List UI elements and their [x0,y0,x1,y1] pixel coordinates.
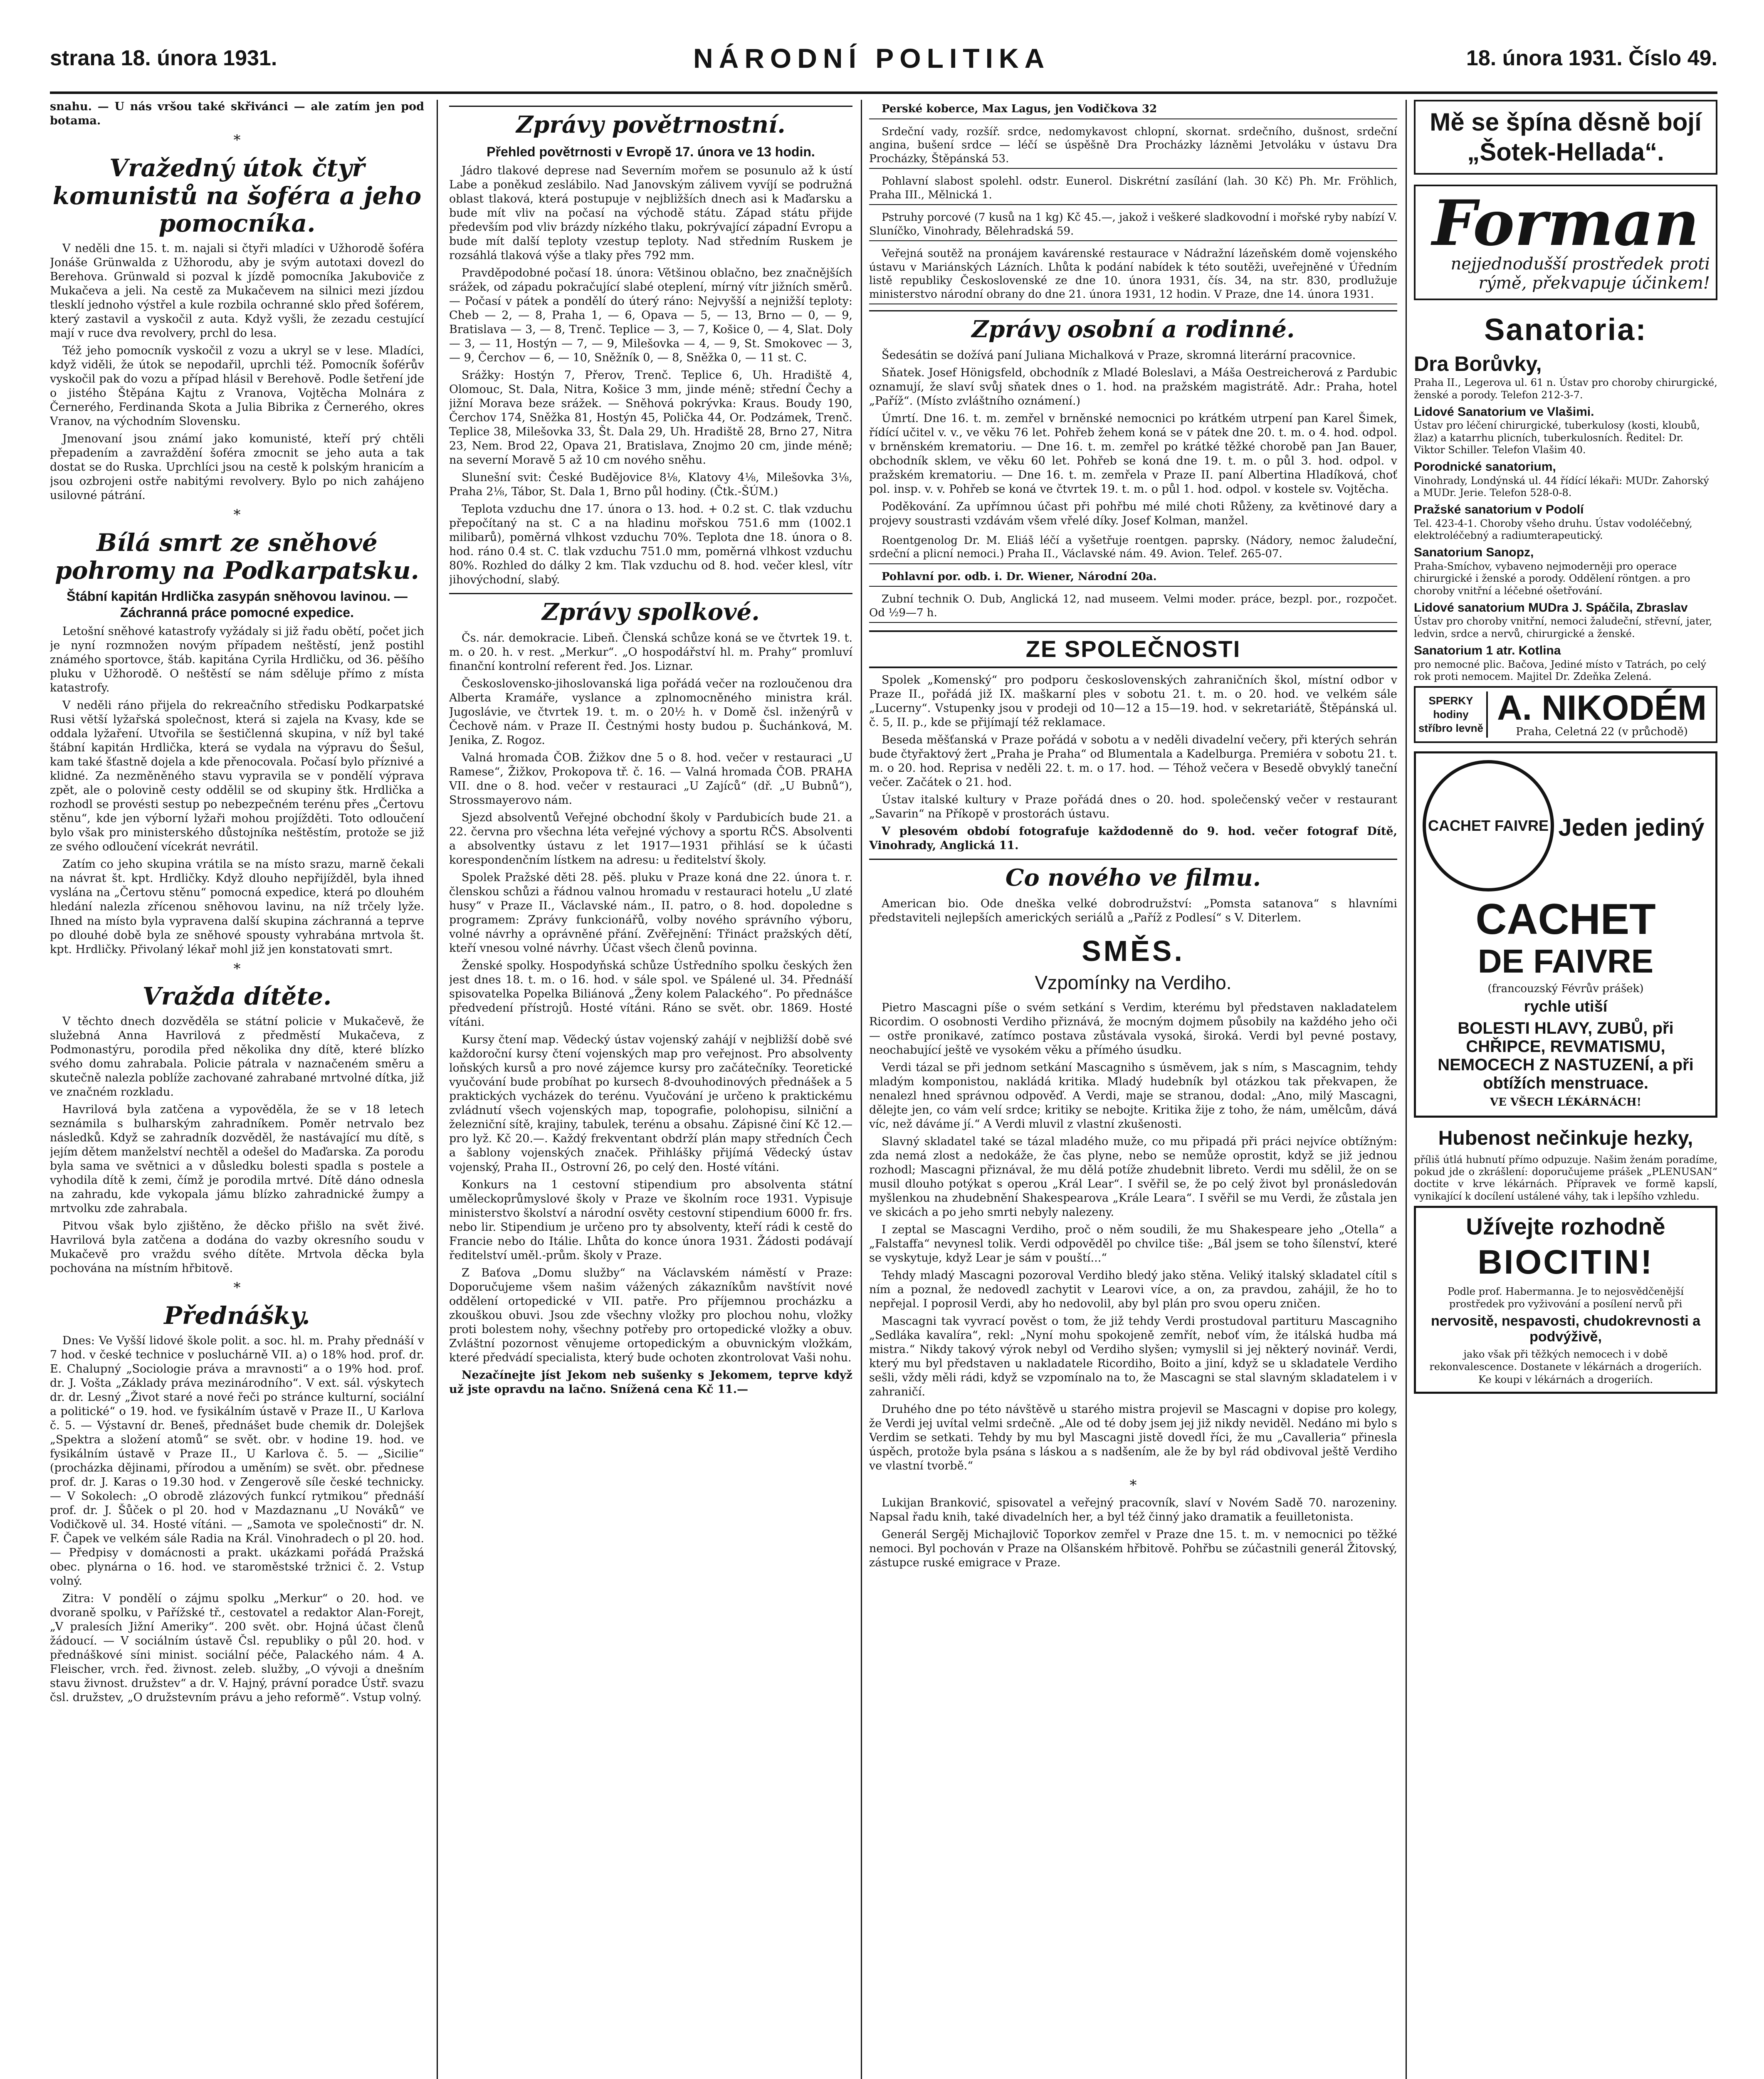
article-paragraph: V neděli ráno přijela do rekreačního středisku Podkarpatské Rusi větší lyžařská společnost, která si zajela na Kvasy, kde se oddala lyžaření. Utvořila se šestičlenná skupina, v níž byl také štábní kapitán Hrdlička, která se vydala na výpravu do Šešul, kam také šťastně dojela a kde přenocovala. Počasí bylo příznivé a klidné. Za nezměněného stavu vypravila se v pondělí výprava zpět, ale o polovině cesty oddělil se od skupiny štk. Hrdlička a rozhodl se provésti sestup po nebezpečném terénu přes „Čertovu stěnu“, kde jen výborní lyžaři mohou projížděti. Toto odloučení bylo však pro ministerského důstojníka neštěstím, protože se již ze svého odloučení vícekrát nevrátil. [50,699,424,854]
society-notice: Ústav italské kultury v Praze pořádá dnes o 20. hod. společenský večer v restaurant „Savarin“ na Příkopě v prostorách ústavu. [869,793,1397,820]
weather-paragraph: Pravděpodobné počasí 18. února: Většinou oblačno, bez značnějších srážek, od západu pokračující slabé oteplení, mírný vítr jižních směrů. — Počasí v pátek a pondělí do úterý ráno: Nejvyšší a nejnižší teploty: Cheb — 2, — 8, Praha 1, — 6, Opava — 5, — 13, Brno — 0, — 9, Bratislava — 3, — 8, Trenč. Teplice — 3, — 7, Košice 0, — 4, Slat. Doly — 3, — 11, Hostýn — 7, — 9, Milešovka — 4, — 9, St. Smokovec — 3, — 9, Čerchov — 6, — 10, Sněžník 0, — 8, Sněžka 0, — 11 st. C. [449,267,852,365]
headline-lectures: Přednášky. [164,1301,310,1330]
classified-ad: Pstruhy porcové (7 kusů na 1 kg) Kč 45.—, jakož i veškeré sladkovodní i mořské ryby nabízí V. Sluníčko, Vinohrady, Bělehradská 59. [869,208,1397,241]
club-notice: Valná hromada ČOB. Žižkov dne 5 o 8. hod. večer v restauraci „U Ramese“, Žižkov, Prokopova tř. č. 16. — Valná hromada ČOB. PRAHA VII. dne o 8. hod. večer v restauraci „U Zajíců“ (dř. „U Bubnů“), Strossmayerovo nám. [449,751,852,807]
hubenost-text: příliš útlá hubnutí přímo odpuzuje. Našim ženám poradíme, pokud jde o zkrášlení: doporučujeme prášek „PLENUSAN“ doctite v krve lékárnách. Přípravek ve formě kapslí, vynikající k docílení ustálené váhy, tak i lepšího vzhledu. [1414,1153,1717,1202]
headline-communists: Vražedný útok čtyř komunistů na šoféra a jeho pomocníka. [52,153,422,238]
column-rule [861,100,862,2079]
article-paragraph: Pietro Mascagni píše o svém setkání s Verdim, kterému byl představen nakladatelem Ricordim. O osobnosti Verdiho přiznává, že mocným dojmem působily na každého jeho oči — ostře pronikavé, zatímco postava zůstávala vysoká, široká. Verdi byl pevné postavy, neochabující ještě ve vysokém věku a přímého úsudku. [869,1001,1397,1057]
news-notice: Lukijan Branković, spisovatel a veřejný pracovník, slaví v Novém Sadě 70. narozeniny. Napsal řadu knih, také divadelních her, a byl též činný jako dramatik a feuilletonista. [869,1496,1397,1524]
cachet-symptoms: BOLESTI HLAVY, ZUBŮ, při CHŘIPCE, REVMATISMU, NEMOCECH Z NASTUZENÍ, a při obtížích menstruace. [1438,1019,1694,1092]
article-paragraph: Jmenovaní jsou známí jako komunisté, kteří prý chtěli přepadením a zavraždění šoféra zmocnit se jeho auta a tak dostat se do Ruska. Uprchlíci jsou na cestě k polským hranicím a jsou ozbrojeni ostře nabitými revolvery. Bylo po nich zahájeno usilovné pátrání. [50,432,424,502]
article-paragraph: Tehdy mladý Mascagni pozoroval Verdiho bledý jako stěna. Veliký italský skladatel cítil s ním a poznal, že nedovedl zachytit v Learovi více, a on, za pravdou, zahájil, že ho to nepřejal. I poprosil Verdi, aby ho nedovolil, aby byl plán pro svou operu zničen. [869,1269,1397,1310]
article-paragraph: Verdi tázal se při jednom setkání Mascagniho s úsměvem, jak s ním, s Mascagnim, tehdy mladým komponistou, nakládá kritika. Mladý hudebník byl otázkou tak překvapen, že nenalezl hned správnou odpověď. A Verdi, maje se stranou, dodal: „Ano, milý Mascagni, dělejte jen, co vám velí srdce; kritiky se nebojte. Kritika žije z toho, že nám, umělcům, dává víc, než dáváme jí.“ A Verdi mluvil z vlastní zkušenosti. [869,1061,1397,1131]
article-paragraph: I zeptal se Mascagni Verdiho, proč o něm soudili, že mu Shakespeare jeho „Otella“ a „Falstaffa“ nevynesl tolik. Verdi odpověděl po chvilce tiše: „Bál jsem se toho šílenství, které se vyskytuje, když Lear je sám v pouští...“ [869,1223,1397,1264]
film-notice: American bio. Ode dneška velké dobrodružství: „Pomsta satanova“ s hlavními představiteli nejlepších amerických seriálů a „Paříž z Podlesí“ s V. Diterlem. [869,897,1397,924]
sanatorium-desc: Tel. 423-4-1. Choroby všeho druhu. Ústav vodoléčebný, elektroléčebný a radiumterapeutický. [1414,517,1692,542]
hellada-text: Mě se špína děsně bojí „Šotek-Hellada“. [1430,108,1702,166]
classified-ad: Srdeční vady, rozšíř. srdce, nedomykavost chlopní, skornat. srdečního, dušnost, srdeční angina, bušení srdce — léčí se úspěšně Dra Procházky lázněmi Jetvoláku v ústavu Dra Procházky, Štěpánská 53. [869,123,1397,169]
column-ads [1414,100,1717,2079]
biocitin-intro: Podle prof. Habermanna. Je to nejosvědčenější prostředek pro vyživování a posílení nervů při [1448,1285,1684,1310]
miscellany-subtitle: Vzpomínky na Verdiho. [1035,971,1232,993]
masthead [50,25,1717,94]
sanatorium-name: Sanatorium 1 atr. Kotlina [1414,643,1561,657]
article-paragraph: Zatím co jeho skupina vrátila se na místo srazu, marně čekali na návrat št. kpt. Hrdličky. Když dlouho nepřijížděl, byla ihned vyslána na „Čertovu stěnu“ pomocná expedice, která po dlouhém hledání nalezla zřícenou sněhovou lavinu, na níž trčely lyže. Ihned na místo byla vypravena další skupina záchranná a teprve po dlouhé době byla ze sněhové spousty vyhrabána mrtvola št. kpt. Hrdličky. Přivolaný lékař mohl již jen konstatovati smrt. [50,858,424,956]
forman-slogan: nejjednodušší prostředek proti rýmě, překvapuje účinkem! [1450,254,1710,293]
article-paragraph: Též jeho pomocník vyskočil z vozu a ukryl se v lese. Mladíci, když viděli, že útok se nepodařil, uprchli též. Pomocník šoférův vyskočil pak do vozu a případ hlásil v Berehově. Podle šetření jde o jistého Štěpána Kajtu z Vranova, Vojtěcha Molnára z Černerého, Ferdinanda Skota a Julia Bibrika z Černerého, okres Vranov, na východním Slovensku. [50,344,424,428]
article-paragraph: V neděli dne 15. t. m. najali si čtyři mladíci v Užhorodě šoféra Jonáše Grünwalda z Užhorodu, aby je svým autotaxi dovezl do Berehova. Grünwald si pozval k jízdě pomocníka Jakuboviče z Mukačeva a jeli. Na cestě za Mukačevem na silnici mezi jízdou tlesklí jednoho výstřel a kule rozbila ochranné sklo před šoférem, který zastavil a vyskočil z auta. Když vyšli, že zezadu cestující mají v ruce dva revolvery, prchl do lesa. [50,242,424,340]
weather-section-title: Zprávy povětrnostní. [449,106,852,140]
society-notice: V plesovém období fotografuje každodenně do 9. hod. večer fotograf Dítě, Vinohrady, Anglická 11. [869,825,1397,852]
clubs-section-title: Zprávy spolkové. [449,593,852,627]
nikodem-address: Praha, Celetná 22 (v průchodě) [1516,726,1688,738]
personal-section-title: Zprávy osobní a rodinné. [869,310,1397,344]
personal-notice: Poděkování. Za upřímnou účast při pohřbu mé milé choti Růženy, za květinové dary a projevy soustrasti vzdávám všem vřelé díky. Josef Kolman, manžel. [869,500,1397,527]
nikodem-body [1488,688,1716,741]
sanatorium-listing [1414,643,1717,683]
cachet-tagline: Jeden jediný [1558,814,1705,841]
sanatorium-desc: pro nemocné plic. Bačova, Jediné místo v Tatrách, po celý rok proti nemocem. Majitel Dr. Zdeňka Zelená. [1414,658,1707,682]
nikodem-ad [1414,686,1717,743]
forman-ad [1414,185,1717,300]
sanatorium-desc: Praha II., Legerova ul. 61 n. Ústav pro choroby chirurgické, ženské a porody. Telefon 212-3-7. [1414,377,1717,401]
club-notice: Kursy čtení map. Vědecký ústav vojenský zahájí v nejbližší době své každoroční kursy čtení vojenských map pro veřejnost. Pro absolventy loňských kursů a pro nové zájemce kursy pro začátečníky. Teoretické vyučování bude probíhat po kursech 8-dvouhodinových přednášek a 5 praktických vycházek do terénu. Vyučování je určeno k praktickému zvládnutí všech vojenských map, topografie, polohopisu, silniční a železniční sítě, krajiny, tabulek, terénu a obsahu. Zápisné činí Kč 12.— pro lyž. Kč 20.—. Každý frekventant obdrží plán mapy středních Čech a šablony vojenských značek. Přihlášky přijímá Vědecký ústav vojenský, Praha II., Ostrovní 26, po celý den. Hosté vítáni. [449,1033,852,1174]
issue-info: 18. února 1931. Číslo 49. [1466,46,1717,70]
classified-ad: Pohlavní slabost spolehl. odstr. Eunerol. Diskrétní zasílání (lah. 30 Kč) Ph. Mr. Fröhlich, Praha III., Mělnická 1. [869,172,1397,205]
hellada-ad [1414,100,1717,175]
intro-text: snahu. — U nás vršou také skřivánci — ale zatím jen pod botama. [50,100,424,128]
sanatorium-name: Porodnické sanatorium, [1414,460,1556,474]
personal-notice: Šedesátin se dožívá paní Juliana Michalková v Praze, skromná literární pracovnice. [882,348,1356,362]
sanatorium-name: Sanatorium Sanopz, [1414,546,1534,560]
sanatorium-listing [1414,545,1717,597]
sanatorium-listing [1414,351,1717,401]
newspaper-title: NÁRODNÍ POLITIKA [693,43,1050,74]
classified-ad: Zubní technik O. Dub, Anglická 12, nad museem. Velmi moder. práce, bezpl. por., rozpočet. Od ½9—7 h. [869,590,1397,623]
sanatorium-desc: Vinohrady, Londýnská ul. 44 řídící lékaři: MUDr. Zahorský a MUDr. Jerie. Telefon 528-0-8. [1414,474,1709,499]
column-3 [869,100,1397,2079]
article-paragraph: Druhého dne po této návštěvě u starého mistra projevil se Mascagni v dopise pro kolegy, že Verdi jej uvítal velmi srdečně. „Ale od té doby jsem jej již nikdy neviděl. Nedáno mi bylo s Verdim se setkati. Tehdy by mu byl Mascagni jistě dovedl říci, že mu „Cavalleria“ přinesla úspěch, protože byla psána s láskou a s nadšením, ale že by byl rád obdivoval ještě Verdiho ve vlastní tvorbě.“ [869,1403,1397,1473]
biocitin-brand: BIOCITIN! [1477,1243,1654,1281]
classified-ad: Veřejná soutěž na pronájem kavárenské restaurace v Nádražní lázeňském domě vojenského ústavu v Mariánských Lázních. Lhůta k podání nabídek k této soutěži, uveřejněné v Úředním listě republiky Československé ze dne 10. února 1931, čís. 34, na str. 830, prodlužuje ministerstvo národní obrany do dne 21. února 1931, 12 hodin. V Praze, dne 14. února 1931. [869,244,1397,304]
sanatorium-name: Dra Borůvky, [1414,352,1542,376]
cachet-header [1423,760,1709,896]
club-notice: Ženské spolky. Hospodyňská schůze Ústředního spolku českých žen jest dnes 18. t. m. o 16. hod. v sále spol. ve Spálené ul. 34. Přednáší spisovatelka Popelka Biliánová „Ženy kolem Palackého“. Po přednášce předvedení přístrojů. Hosté vítáni. Ráno se svět. obr. 1869. Hosté vítáni. [449,959,852,1029]
separator: * [233,506,241,523]
weather-subtitle: Přehled povětrnosti v Evropě 17. února ve 13 hodin. [487,144,815,159]
sanatorium-name: Lidové sanatorium MUDra J. Spáčila, Zbraslav [1414,600,1688,615]
weather-paragraph: Jádro tlakové deprese nad Severním mořem se posunulo až k ústí Labe a poněkud zeslábilo. Nad Janovským zálivem vyvíjí se podružná oblast tlaková, která postupuje v nejbližších dnech asi k Maďarsku a bude mít vliv na počasí na východě státu. Západ státu přijde především pod vliv brázdy nízkého tlaku, pokrývající západní Evropu a bude mít další teploty vzestup teploty. Nad středním Ruskem je rozsáhlá tlaková výše a tlaky přes 792 mm. [449,164,852,262]
classified-ad: Pohlavní por. odb. i. Dr. Wiener, Národní 20a. [869,568,1397,587]
society-notice: Beseda měšťanská v Praze pořádá v sobotu a v neděli divadelní večery, při kterých sehrán bude čtyřaktový žert „Praha je Praha“ od Blumentala a Kadelburga. Premiéra v sobotu 21. t. m. o 20. hod. Reprisa v neděli 22. t. m. o 17. hod. — Téhož večera v Besedě obvyklý taneční večer. Začátek o 21. hod. [869,733,1397,789]
cachet-brand-sub: DE FAIVRE [1477,943,1654,980]
separator: * [233,132,241,149]
cachet-pharmacies: VE VŠECH LÉKÁRNÁCH! [1490,1096,1642,1109]
separator: * [233,1279,241,1296]
biocitin-tagline: Užívejte rozhodně [1466,1213,1665,1240]
weather-paragraph: Srážky: Hostýn 7, Přerov, Trenč. Teplice 6, Uh. Hradiště 4, Olomouc, St. Dala, Nitra, Košice 3 mm, jinde méně; střední Čechy a jižní Morava beze srážek. — Sněhová pokrývka: Kraus. Boudy 190, Čerchov 174, Sněžka 81, Hostýn 45, Polička 44, Or. Podzámek, Trenč. Teplice 38, Milešovka 33, Št. Dala 29, Uh. Hradiště 28, Brno 27, Nitra 23, Nem. Brod 22, Opava 21, Bratislava, Znojmo 20 cm, jinde méně; na severní Moravě 5 až 10 cm nového sněhu. [449,369,852,467]
sanatorium-listing [1414,405,1717,456]
weather-paragraph: Teplota vzduchu dne 17. února o 13. hod. + 0.2 st. C. tlak vzduchu přepočítaný na st. C a na hladinu mořskou 751.6 mm (1002.1 milibarů), poměrná vlhkost vzduchu 70%. Teplota dne 18. února o 8. hod. ráno 0.4 st. C. tlak vzduchu 751.0 mm, poměrná vlhkost vzduchu 80%. Rozhled do dálky 2 km. Tlak vzduchu od 8. hod. večer klesl, vítr jihovýchodní, slabý. [449,503,852,587]
weather-paragraph: Slunešní svit: České Budějovice 8⅛, Klatovy 4⅛, Milešovka 3⅛, Praha 2⅛, Tábor, St. Dala 1, Brno půl hodiny. (Čtk.-ŠÚM.) [449,471,852,499]
classified-ad: Roentgenolog Dr. M. Eliáš léčí a vyšetřuje roentgen. paprsky. (Nádory, nemoc žaludeční, srdeční a plicní nemoci.) Praha II., Václavské nám. 49. Avion. Telef. 265-07. [869,531,1397,564]
biocitin-conditions: nervositě, nespavosti, chudokrevnosti a podvýživě, [1430,1313,1701,1345]
article-paragraph: Dnes: Ve Vyšší lidové škole polit. a soc. hl. m. Prahy přednáší v 7 hod. v české technice v posluchárně VII. a) o 18% hod. prof. dr. E. Chalupný „Sociologie práva a mravnosti“ a o 19% hod. prof. dr. J. Vošta „Základy práva mezinárodního“. V ext. sál. výskytech dr. dr. Lesný „Život staré a nové řeči po stránce kulturní, sociální a politické“ o 19. hod. ve fysikálním ústavě v Praze II., U Karlova č. 5. — Výstavní dr. Beneš, přednášet bude chemik dr. Dolejšek „Spektra a složení atomů“ se svět. obr. v hodine 19. hod. ve fysikálním ústavě v Praze II., U Karlova č. 5. — „Sicilie“ (procházka dějinami, přírodou a uměním) se svět. obr. přednese prof. dr. J. Karas o 19.30 hod. v Zengerově síle české technicky. — V Sokolech: „O obrodě zlázových funkcí rytmikou“ přednáší prof. dr. J. Šůček o pl 20. hod v Mazdaznanu „U Nováků“ ve Vodičkově ul. 34. Hosté vítáni. — „Samota ve společnosti“ dr. N. F. Čapek ve velkém sále Radia na Král. Vinohradech o pl 20. hod. — Předpisy v domácnosti a prakt. ukázkami pořádá Pražská obec. plynárna o 16. hod. ve staroměstské tržnici č. 2. Vstup volný. [50,1334,424,1588]
separator: * [1129,1477,1137,1494]
sanatorium-listing [1414,600,1717,640]
miscellany-title: SMĚS. [1082,934,1185,967]
article-paragraph: V těchto dnech dozvěděla se státní policie v Mukačevě, že služebná Anna Havrilová z předměstí Mukačeva, z Podmonastýru, porodila před několika dny dítě, které blízko svého domu zahrabala. Policie pátrala v naznačeném směru a skutečně nalezla poblíže zachované zahrabané mrtvolné dítka, již ve značném rozkladu. [50,1015,424,1099]
article-paragraph: Zitra: V pondělí o zájmu spolku „Merkur“ o 20. hod. ve dvoraně spolku, v Pařížské tř., cestovatel a redaktor Alan-Forejt, „V pralesích Jižní Ameriky“. 200 svět. obr. Hojná účast členů žádoucí. — V sociálním ústavě Čsl. republiky o půl 20. hod. v přednáškové síni minist. sociální péče, Palackého nám. 4 A. Fleischer, vrch. řed. živnost. zeleb. služby, „O vývoji a dnešním stavu živnost. družstev“ a dr. V. Hajný, právní poradce Ústř. svazu čsl. družstev, „O družstevním právu a jeho reformě“. Vstup volný. [50,1592,424,1704]
sanatorium-name: Lidové Sanatorium ve Vlašimi. [1414,405,1594,419]
society-notice: Spolek „Komenský“ pro podporu československých zahraničních škol, místní odbor v Praze II., pořádá již IX. maškarní ples v sobotu 21. t. m. o 20. hod. ve velkém sále „Lucerny“. Vstupenky jsou v prodeji od 10—12 a 15—19. hod. v sekretariátě, Štěpánská ul. č. 5, II. p., kde se přijímají též reklamace. [869,673,1397,729]
sanatorium-listing [1414,459,1717,499]
sanatorium-desc: Praha-Smíchov, vybaveno nejmoderněji pro operace chirurgické i ženské a porody. Oddělení röntgen. a pro choroby vnitřní a léčebné ošetřování. [1414,560,1690,597]
society-section-title: ZE SPOLEČNOSTI [869,630,1397,668]
column-2 [449,100,852,2079]
nikodem-goods: SPERKY hodiny stříbro levně [1416,691,1488,737]
personal-notice: Sňatek. Josef Hönigsfeld, obchodník z Mladé Boleslavi, a Máša Oestreicherová z Pardubic oznamují, že slaví svůj sňatek dnes o 1. hod. na pražském magistrátě. Adr.: Praha, hotel „Paříž“. (Místo zvláštního oznámení.) [869,366,1397,407]
club-notice: Konkurs na 1 cestovní stipendium pro absolventa státní uměleckoprůmyslové školy v Praze ve školním roce 1931. Vypisuje ministerstvo školství a národní osvěty cestovní stipendium 6000 fr. frs. nebo lir. Stipendium je určeno pro ty absolventy, kteří rádi k cestě do Francie nebo do Itálie. Lhůta do konce února 1931. Žádosti podávají ředitelství uměl.-prům. školy v Praze. [449,1178,852,1262]
nikodem-name: A. NIKODÉM [1497,688,1707,728]
biocitin-ad [1414,1206,1717,1394]
cachet-brand: CACHET [1475,895,1656,943]
subheadline-avalanche: Štábní kapitán Hrdlička zasypán sněhovou lavinou. — Záchranná práce pomocné expedice. [67,589,408,620]
sanatorium-desc: Ústav pro choroby vnitřní, nemoci žaludeční, střevní, jater, ledvin, srdce a nervů, chirurgické a ženské. [1414,615,1712,640]
column-rule [1406,100,1407,2079]
hubenost-title: Hubenost nečinkuje hezky, [1438,1127,1693,1150]
cachet-note: (francouzský Févrův prášek) [1487,983,1644,995]
article-paragraph: Mascagni tak vyvrací pověst o tom, že již tehdy Verdi prostudoval partituru Mascagniho „Sedláka kavalíra“, rekl: „Nyní mohu spokojeně zemřít, neboť vím, že itálská hudba má mistra.“ Nikdy takový výrok nebyl od Verdiho slyšen; vymyslil si jej některý novinář. Verdi, který mu byl představen u nakladatele Ricordiho, Boito a jiní, když se u skladatele Verdiho sešli, vždy měli rádi, když se vzpomínalo na to, že Mascagni se stal slavným skladatelem i v zahraničí. [869,1315,1397,1399]
newspaper-page [50,25,1717,2079]
club-notice: Spolek Pražské děti 28. pěš. pluku v Praze koná dne 22. února t. r. členskou schůzi a řádnou valnou hromadu v restauraci hotelu „U zlaté husy“ v Praze II., Václavské nám., II. patro, o 8. hod. dopoledne s programem: Zprávy funkcionářů, volby nového správního výboru, volné návrhy a oprávněné přání. Zvěřejnění: Třináct pražských dětí, kteří vnesou volné návrhy. Účast všech členů povinna. [449,871,852,955]
sanatorium-name: Pražské sanatorium v Podolí [1414,503,1584,517]
article-paragraph: Letošní sněhové katastrofy vyžádaly si již řadu obětí, počet jich je nyní rozmnožen novým případem neštěstí, jenž postihl známého sportovce, štáb. kapitána Cyrila Hrdličku, od 36. pěšího pluku v Užhorodě. O neštěstí se nám sděluje přímo z místa katastrofy. [50,625,424,695]
sanatorium-desc: Ústav pro léčení chirurgické, tuberkulosy (kosti, kloubů, žlaz) a katarrhu plicních, tuberkulosních. Ředitel: Dr. Viktor Schiller. Telefon Vlašim 40. [1414,420,1700,456]
cachet-faivre-ad [1414,751,1717,1118]
cachet-stamp-icon: CACHET FAIVRE [1423,760,1554,891]
headline-murder: Vražda dítěte. [142,982,332,1011]
article-paragraph: Havrilová byla zatčena a vypověděla, že se v 18 letech seznámila s bulharským zahradníkem. Poměr netrvalo bez následků. Když se zahradník dozvěděl, že nastávající mu dítě, s jejím dětem manželství nechtěl a odešel do Maďarska. Za porodu byla sama ve světnici a v důsledku bolesti spadla s postele a vyhodila dítě k zemi, čímž je porodila mrtvé. Dítě dáno odnesla na zahradu, kde vykopala jámu blízko zahradnické žumpy a mrtvolku zde zahrabala. [50,1103,424,1215]
column-1 [50,100,424,2079]
club-notice: Čs. nár. demokracie. Libeň. Členská schůze koná se ve čtvrtek 19. t. m. o 20. h. v rest. „Merkur“. „O hospodářství hl. m. Prahy“ promluví finanční kontrolní referent řed. Jos. Liznar. [449,631,852,673]
article-paragraph: Slavný skladatel také se tázal mladého muže, co mu připadá při práci nejvíce obtížným: zda nemá zlost a nedokáže, že čas plyne, nebo se nemůže oprostit, když se již jednou rozhodl; Mascagni přiznával, že mu dělá potíže zhudebnit libreto. Verdi mu sdělil, že on se musil dlouho potýkat s operou „Král Lear“. I svěřil se, že po celý život byl pronásledován myšlenkou na zhudebnění Shakespearova „Krále Leara“. I svěřil se mu Verdi, že zůstala jen ve skicách a po jeho smrti nebyly nalezeny. [869,1135,1397,1219]
club-notice: Sjezd absolventů Veřejné obchodní školy v Pardubicích bude 21. a 22. června pro všechna léta veřejné výchovy a sportu RČS. Absolventi a absolventky ústavu z let 1917—1931 přihlásí se k účasti korespondenčním lístkem na adresu: u ředitelství školy. [449,811,852,867]
cachet-relieves: rychle utiší [1524,998,1608,1015]
sanatoria-title: Sanatoria: [1484,312,1647,347]
classified-ad: Perské koberce, Max Lagus, jen Vodičkova 32 [869,100,1397,119]
biocitin-details: jako však při těžkých nemocech i v době rekonvalescence. Dostanete v lékárnách a drogeriích. Ke koupi v lékárnách a drogeriích. [1429,1348,1702,1385]
sanatorium-listing [1414,502,1717,542]
headline-avalanche: Bílá smrt ze sněhové pohromy na Podkarpatsku. [55,528,419,585]
club-notice: Nezačínejte jíst Jekom neb sušenky s Jekomem, teprve když už jste opravdu na lačno. Snížená cena Kč 11.— [449,1368,852,1396]
page-number: strana 18. února 1931. [50,46,277,70]
forman-logo: Forman [1432,187,1700,260]
club-notice: Československo-jihoslovanská liga pořádá večer na rozloučenou dra Alberta Kramáře, vyslance a zplnomocněného ministra král. Jugoslávie, ve čtvrtek 19. t. m. o 20½ h. v Domě čsl. inženýrů v Čechově nám. v Praze II. Čestnými hosty budou p. Šuchánková, M. Jenika, Z. Rogoz. [449,677,852,747]
news-notice: Generál Sergěj Michajlovič Toporkov zemřel v Praze dne 15. t. m. v nemocnici po těžké nemoci. Byl pochován v Praze na Olšanském hřbitově. Pohřbu se zúčastnili generál Žitovský, zástupce ruské emigrace v Praze. [869,1528,1397,1570]
film-section-title: Co nového ve filmu. [869,859,1397,893]
column-rule [437,100,438,2079]
separator: * [233,960,241,977]
club-notice: Z Baťova „Domu služby“ na Václavském náměstí v Praze: Doporučujeme všem našim vážených zákazníkům navštívit nové oddělení ortopedické v VII. patře. Pro příjemnou procházku a zkouškou obuvi. Jsou zde všechny vložky pro plochou nohu, vložky proti bolestem nohy, všechny potřeby pro ortopedické vložky a obuv. Zvláštní pozornost věnujeme ortopedickým a obuvnickým vložkám, které předvádí specialista, který bude ochoten zkontrolovat Vaši nohu. [449,1266,852,1364]
personal-notice: Úmrtí. Dne 16. t. m. zemřel v brněnské nemocnici po krátkém utrpení pan Karel Šimek, řídící učitel v. v., ve věku 76 let. Pohřeb žehem koná se v pátek dne 20. t. m. o 4. hod. odpol. v brněnském krematoriu. — Dne 16. t. m. zemřel po krátké těžké chorobě pan Jan Bauer, obchodník sklem, ve věku 60 let. Pohřeb se koná dne 19. t. m. o půl 3. hod. odpol. v pražském krematoriu. — Dne 16. t. m. zemřela v Praze II. paní Albertina Hladíková, choť pol. insp. v. v. Pohřeb se koná ve čtvrtek 19. t. m. o půl 1. hod. odpol. v kostele sv. Vojtěcha. [869,412,1397,496]
article-paragraph: Pitvou však bylo zjištěno, že děcko přišlo na svět živé. Havrilová byla zatčena a dodána do vazby okresního soudu v Mukačevě pro vraždu svého dítěte. Mrtvola děcka byla pochována na místním hřbitově. [50,1220,424,1275]
